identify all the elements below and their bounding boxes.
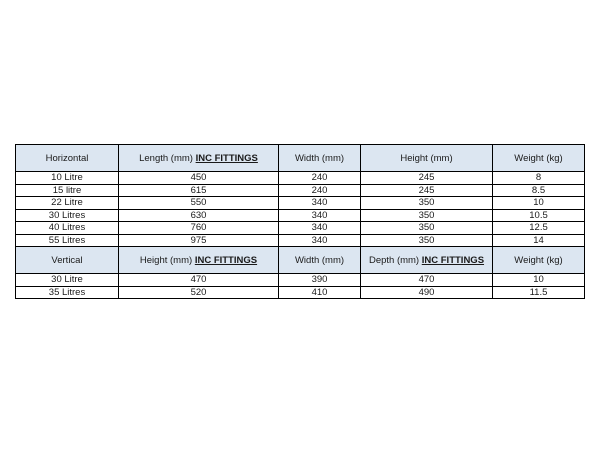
header-dimension-3 — [361, 145, 493, 172]
value-cell: 630 — [119, 209, 279, 222]
value-cell: 550 — [119, 197, 279, 210]
header-weight-label: Weight (kg) — [514, 152, 563, 164]
header-weight-label: Weight (kg) — [514, 254, 563, 266]
value-cell: 340 — [279, 234, 361, 247]
value-cell: 615 — [119, 184, 279, 197]
value-cell: 350 — [361, 197, 493, 210]
table-row — [16, 222, 585, 235]
value-cell: 240 — [279, 172, 361, 185]
value-cell: 350 — [361, 209, 493, 222]
header-dimension-3-label: Depth (mm) — [368, 254, 420, 266]
capacity-cell: 35 Litres — [16, 286, 119, 299]
value-cell: 10 — [493, 197, 585, 210]
value-cell: 12.5 — [493, 222, 585, 235]
table-row — [16, 197, 585, 210]
capacity-cell: 30 Litres — [16, 209, 119, 222]
value-cell: 245 — [361, 172, 493, 185]
value-cell: 14 — [493, 234, 585, 247]
capacity-cell: 55 Litres — [16, 234, 119, 247]
value-cell: 10.5 — [493, 209, 585, 222]
value-cell: 8.5 — [493, 184, 585, 197]
capacity-cell: 30 Litre — [16, 274, 119, 287]
table-header-row — [16, 145, 585, 172]
header-dimension-2-label: Width (mm) — [294, 254, 345, 266]
header-category — [16, 145, 119, 172]
header-dimension-1 — [119, 145, 279, 172]
header-dimension-1 — [119, 247, 279, 274]
header-dimension-3 — [361, 247, 493, 274]
value-cell: 520 — [119, 286, 279, 299]
table-header-row — [16, 247, 585, 274]
header-dimension-3-label: Height (mm) — [400, 152, 453, 164]
capacity-cell: 22 Litre — [16, 197, 119, 210]
header-dimension-1-emphasis: INC FITTINGS — [195, 152, 258, 164]
header-dimension-3-emphasis: INC FITTINGS — [421, 254, 485, 266]
value-cell: 240 — [279, 184, 361, 197]
header-category — [16, 247, 119, 274]
capacity-cell: 10 Litre — [16, 172, 119, 185]
value-cell: 470 — [119, 274, 279, 287]
table-row — [16, 184, 585, 197]
value-cell: 390 — [279, 274, 361, 287]
header-dimension-2 — [279, 247, 361, 274]
header-dimension-1-label: Length (mm) — [139, 152, 193, 164]
table-row — [16, 274, 585, 287]
header-dimension-1-label: Height (mm) — [139, 254, 193, 266]
value-cell: 490 — [361, 286, 493, 299]
table-row — [16, 286, 585, 299]
value-cell: 760 — [119, 222, 279, 235]
specifications-table — [15, 144, 585, 299]
value-cell: 450 — [119, 172, 279, 185]
header-category-label: Vertical — [51, 254, 83, 266]
value-cell: 245 — [361, 184, 493, 197]
value-cell: 340 — [279, 197, 361, 210]
table-row — [16, 234, 585, 247]
value-cell: 8 — [493, 172, 585, 185]
value-cell: 10 — [493, 274, 585, 287]
header-dimension-2 — [279, 145, 361, 172]
value-cell: 470 — [361, 274, 493, 287]
value-cell: 340 — [279, 209, 361, 222]
header-weight — [493, 247, 585, 274]
header-category-label: Horizontal — [45, 152, 89, 164]
specifications-table-body — [16, 145, 585, 299]
header-weight — [493, 145, 585, 172]
header-dimension-2-label: Width (mm) — [294, 152, 345, 164]
value-cell: 410 — [279, 286, 361, 299]
value-cell: 11.5 — [493, 286, 585, 299]
value-cell: 975 — [119, 234, 279, 247]
table-row — [16, 172, 585, 185]
capacity-cell: 15 litre — [16, 184, 119, 197]
value-cell: 340 — [279, 222, 361, 235]
capacity-cell: 40 Litres — [16, 222, 119, 235]
value-cell: 350 — [361, 222, 493, 235]
value-cell: 350 — [361, 234, 493, 247]
header-dimension-1-emphasis: INC FITTINGS — [194, 254, 258, 266]
table-row — [16, 209, 585, 222]
